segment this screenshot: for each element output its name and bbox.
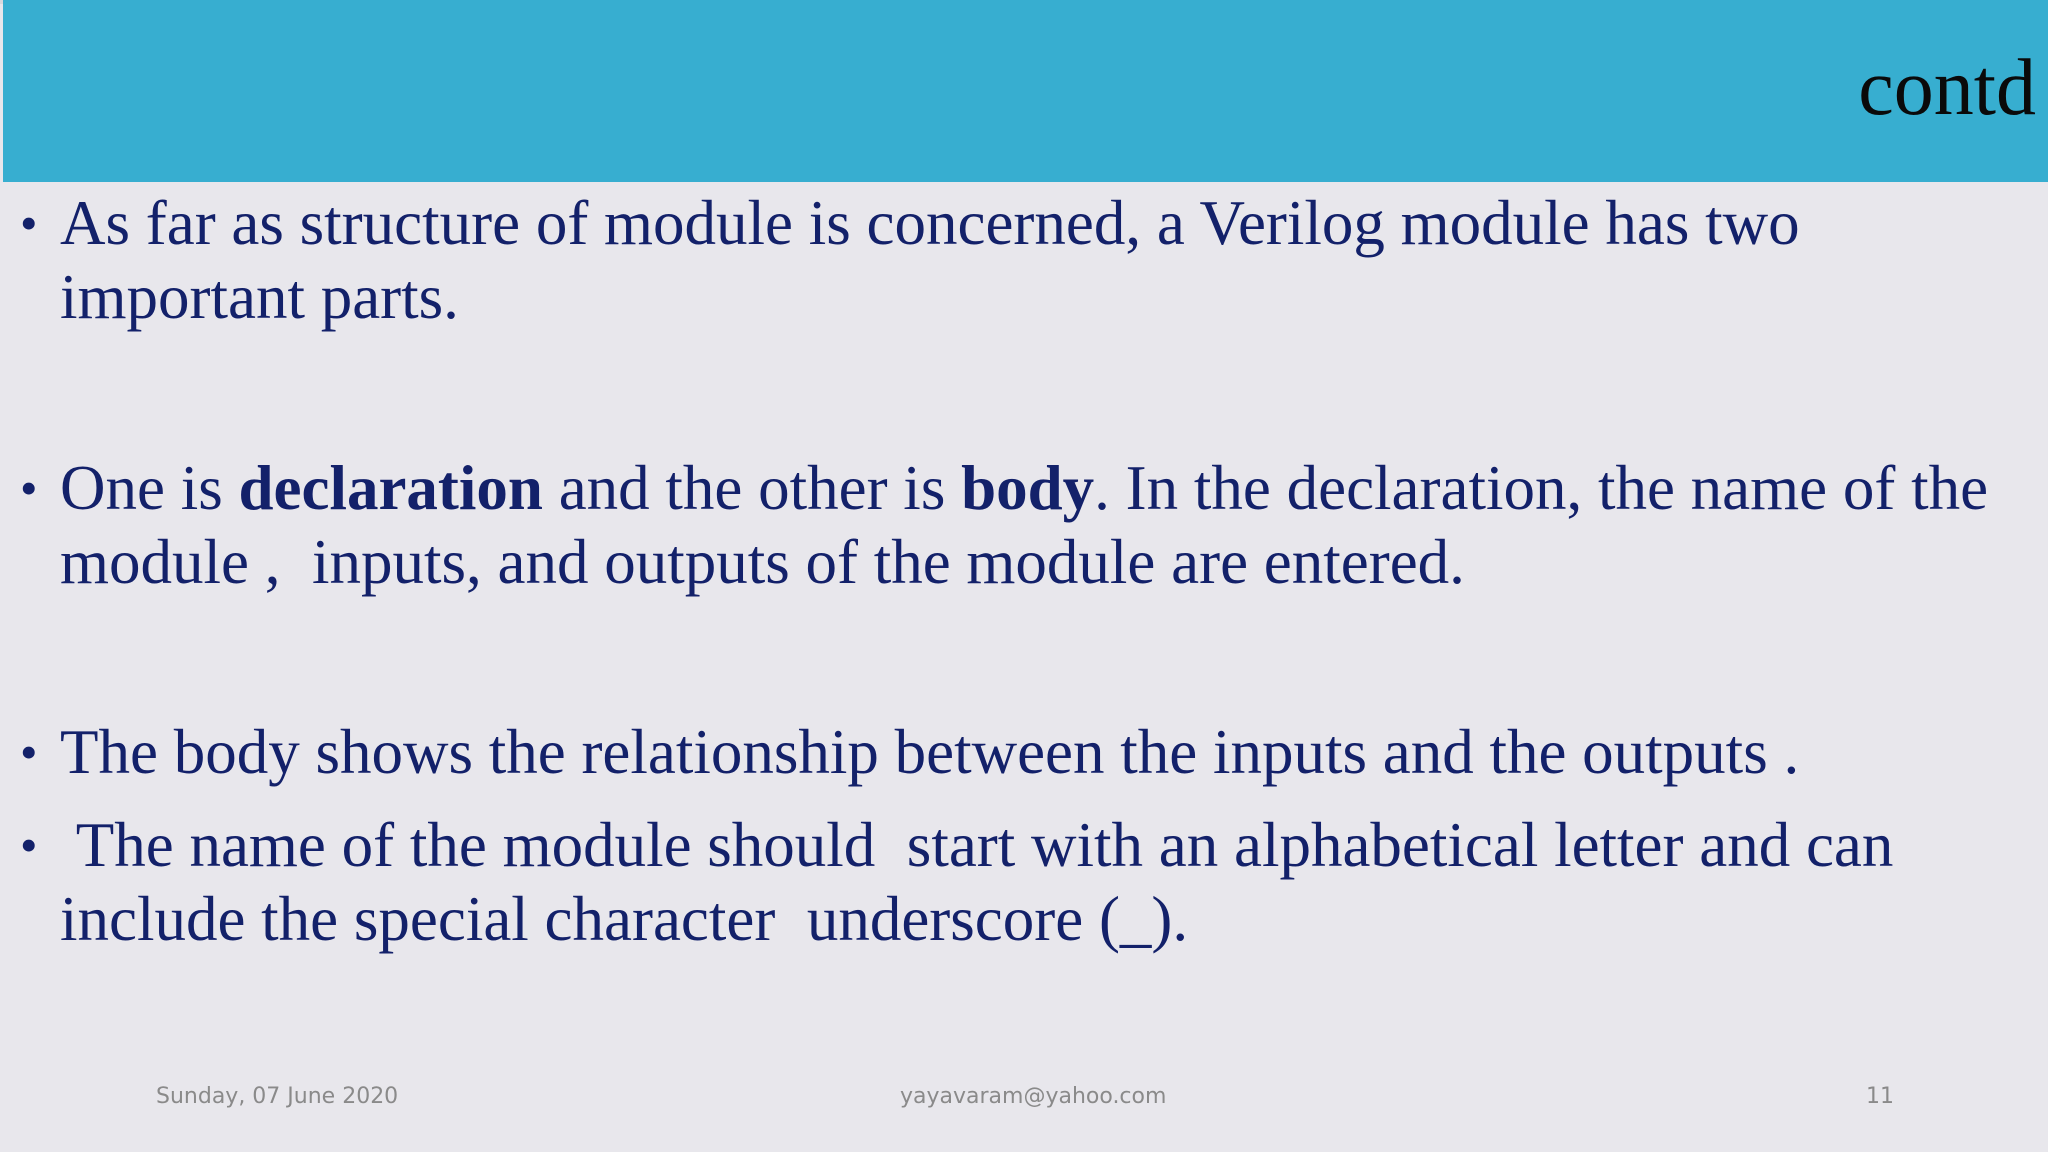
bullet-marker: • — [20, 817, 38, 873]
bullet-marker: • — [20, 195, 38, 251]
slide-number: 11 — [1866, 1084, 1894, 1109]
bullet-text: The body shows the relationship between the inputs and the outputs . — [60, 717, 1800, 787]
bullet-marker: • — [20, 724, 38, 780]
bullet-text-part: One is — [60, 453, 239, 523]
bullet-item — [20, 808, 2020, 956]
footer-date: Sunday, 07 June 2020 — [156, 1084, 399, 1109]
bold-term-declaration: declaration — [238, 453, 543, 523]
bullet-text: The name of the module should start with an alphabetical letter and can include the special character underscore (_). — [60, 810, 1910, 954]
footer-email: yayavaram@yahoo.com — [900, 1084, 1167, 1109]
header-band — [3, 0, 2048, 182]
bullet-text-part: and the other is — [542, 453, 962, 523]
slide-title: contd — [1858, 44, 2036, 132]
bold-term-body: body — [961, 453, 1095, 523]
bullet-item — [20, 715, 2020, 789]
bullet-text: As far as structure of module is concerned, a Verilog module has two important parts. — [60, 188, 1816, 332]
bullet-text-part: . In the declaration, the name of the module , inputs, and outputs of the module are entered. — [60, 453, 2004, 597]
bullet-item — [20, 186, 2020, 334]
bullet-text — [60, 451, 2020, 599]
bullet-item — [20, 451, 2020, 599]
bullet-marker: • — [20, 460, 38, 516]
